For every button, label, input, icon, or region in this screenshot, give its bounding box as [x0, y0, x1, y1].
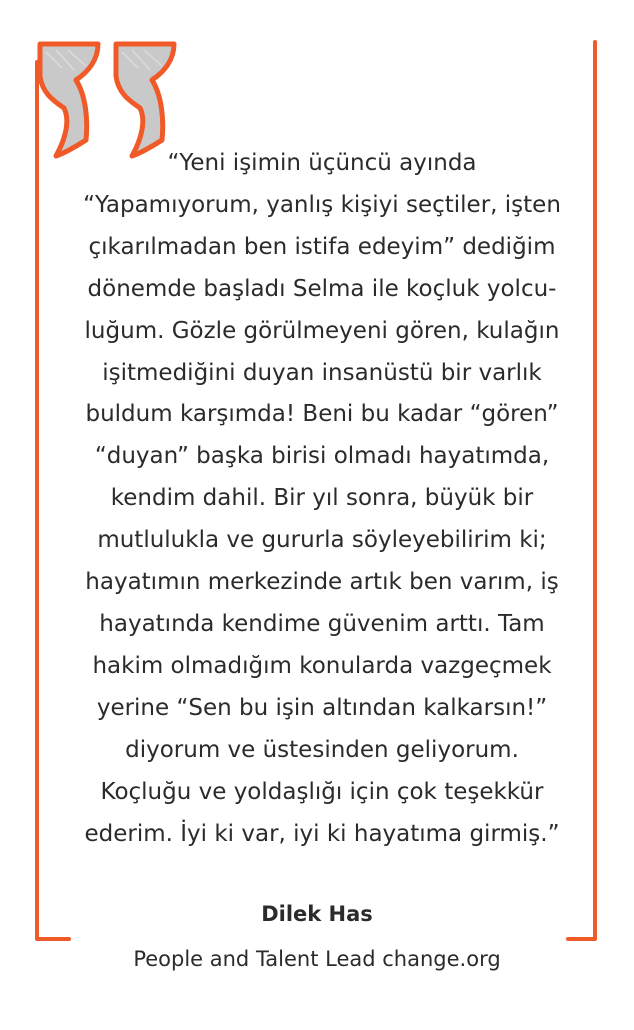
frame-left-foot-border	[35, 937, 71, 941]
author-name: Dilek Has	[261, 902, 373, 926]
frame-right-foot-border	[566, 937, 597, 941]
testimonial-quote: “Yeni işimin üçüncü ayında “Yapamıyorum, yanlış kişiyi seçtiler, işten çıkarılmadan ben istifa edeyim” dediğim dönemde başladı Selma ile koçluk yolcu- luğum. Gözle görülmeyeni gören, kulağın işitmediğini duyan insanüstü bir varlık buldum karşımda! Beni bu kadar “gören” “duyan” başka birisi olmadı hayatımda, kendim dahil. Bir yıl sonra, büyük bir mutlulukla ve gururla söyleyebilirim ki; hayatımın merkezinde artık ben varım, iş hayatında kendime güvenim arttı. Tam hakim olmadığım konularda vazgeçmek yerine “Sen bu işin altından kalkarsın!” diyorum ve üstesinden geliyorum. Koçluğu ve yoldaşlığı için çok teşekkür ederim. İyi ki var, iyi ki hayatıma girmiş.”	[83, 150, 561, 847]
author-role: People and Talent Lead change.org	[133, 947, 501, 971]
frame-right-border	[593, 40, 597, 940]
frame-left-border	[35, 60, 39, 940]
